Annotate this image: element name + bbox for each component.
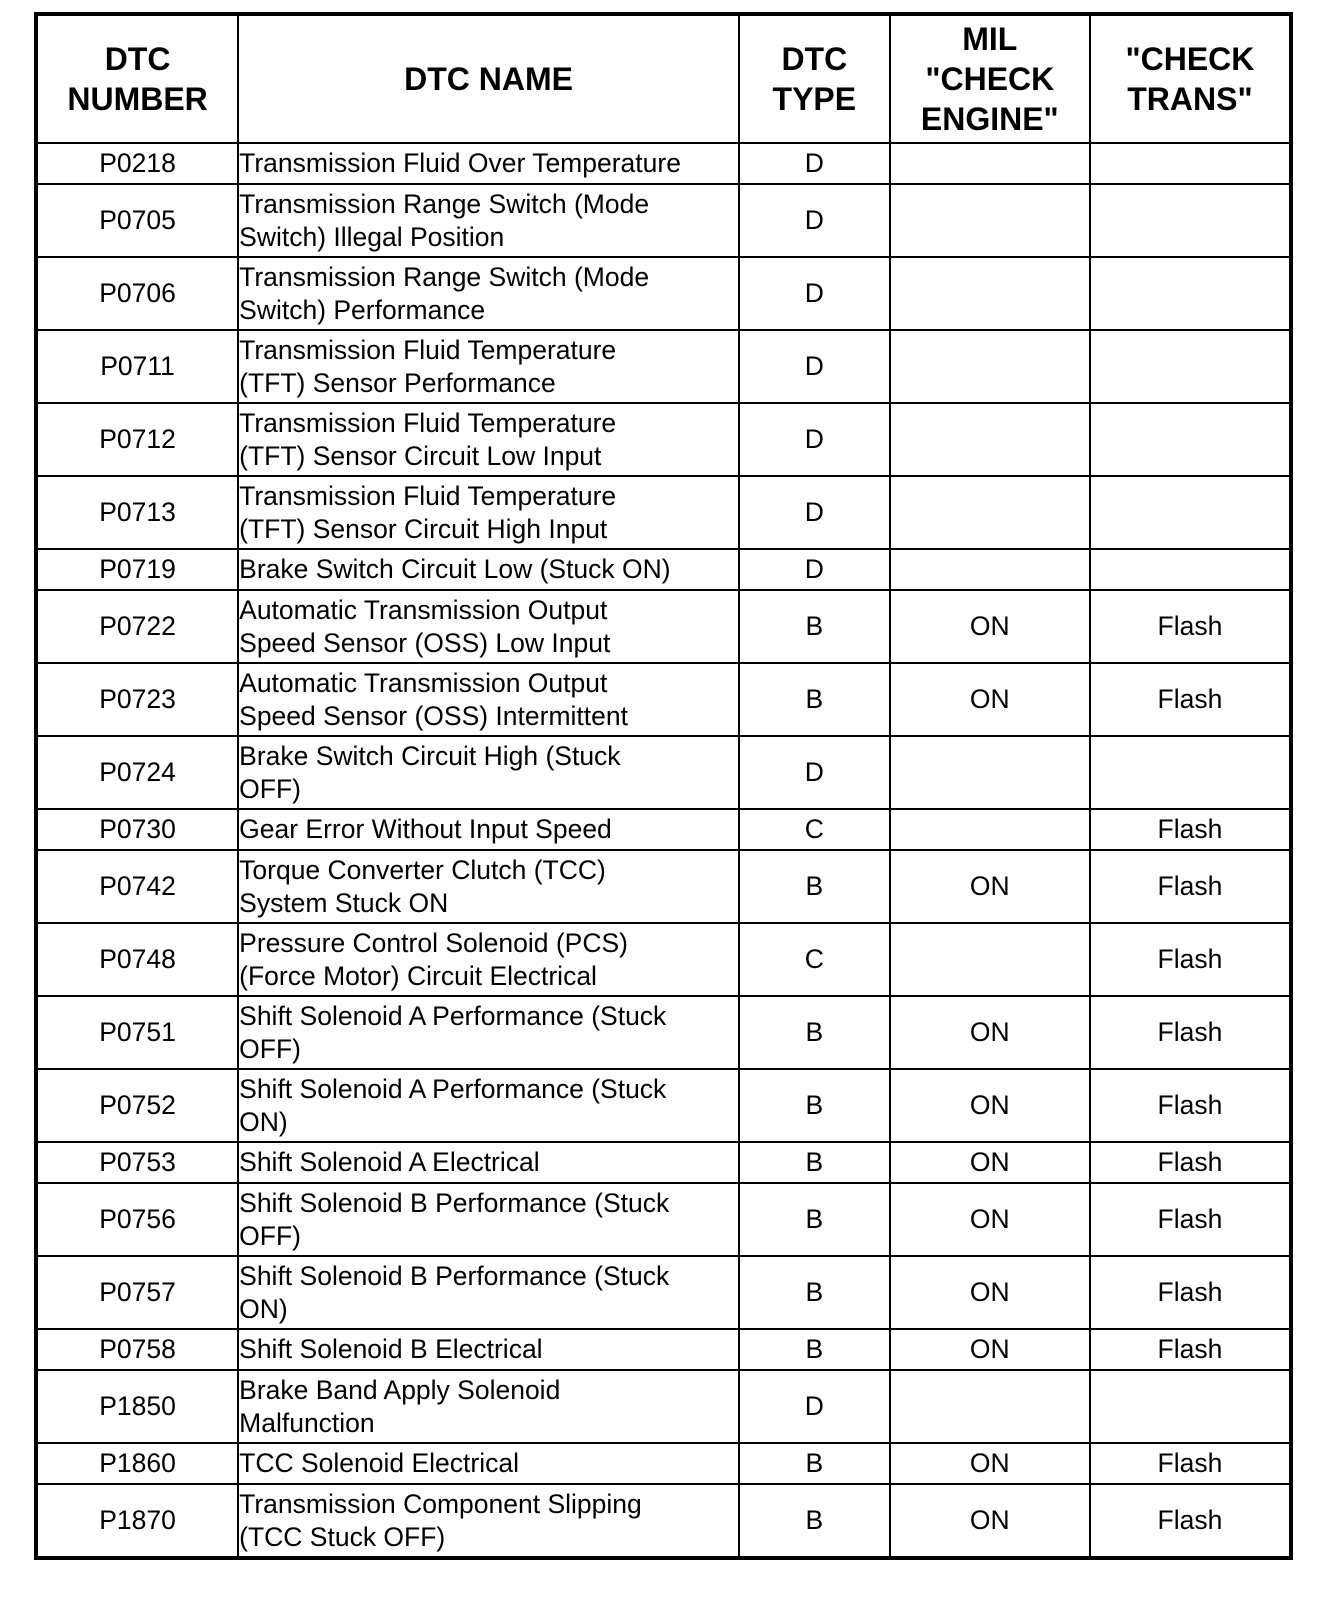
- dtc-number-cell: P0757: [36, 1256, 238, 1329]
- dtc-number-cell: P0723: [36, 663, 238, 736]
- mil-check-engine-cell: ON: [890, 1183, 1090, 1256]
- check-trans-cell: Flash: [1090, 850, 1291, 923]
- check-trans-cell: [1090, 330, 1291, 403]
- dtc-number-cell: P0752: [36, 1069, 238, 1142]
- dtc-number-cell: P0706: [36, 257, 238, 330]
- check-trans-cell: Flash: [1090, 1069, 1291, 1142]
- dtc-name-line: Brake Switch Circuit Low (Stuck ON): [239, 554, 671, 584]
- dtc-name-cell: [238, 996, 739, 1069]
- dtc-name-line: Shift Solenoid B Performance (Stuck: [239, 1260, 670, 1291]
- dtc-type-cell: B: [739, 663, 890, 736]
- dtc-type-cell: C: [739, 923, 890, 996]
- dtc-type-cell: D: [739, 403, 890, 476]
- mil-check-engine-cell: [890, 257, 1090, 330]
- dtc-name-line: OFF): [239, 1033, 301, 1064]
- check-trans-cell: [1090, 476, 1291, 549]
- check-trans-cell: [1090, 184, 1291, 257]
- mil-check-engine-cell: ON: [890, 1484, 1090, 1558]
- table-row: [36, 1069, 1291, 1142]
- table-row: [36, 923, 1291, 996]
- check-trans-cell: Flash: [1090, 1183, 1291, 1256]
- dtc-name-line: ON): [239, 1106, 288, 1137]
- mil-check-engine-cell: [890, 403, 1090, 476]
- dtc-type-cell: D: [739, 330, 890, 403]
- dtc-type-cell: D: [739, 549, 890, 590]
- dtc-number-cell: P0713: [36, 476, 238, 549]
- dtc-type-cell: B: [739, 1329, 890, 1370]
- table-row: [36, 590, 1291, 663]
- dtc-number-cell: P0730: [36, 809, 238, 850]
- dtc-name-cell: [238, 403, 739, 476]
- dtc-name-line: Speed Sensor (OSS) Intermittent: [239, 700, 628, 731]
- dtc-name-line: (TCC Stuck OFF): [239, 1521, 446, 1552]
- dtc-name-cell: [238, 1142, 739, 1183]
- table-row: [36, 1484, 1291, 1558]
- table-row: [36, 330, 1291, 403]
- dtc-type-cell: D: [739, 1370, 890, 1443]
- dtc-number-cell: P0722: [36, 590, 238, 663]
- dtc-number-cell: P0705: [36, 184, 238, 257]
- table-body: [36, 143, 1291, 1558]
- table-row: [36, 1183, 1291, 1256]
- check-trans-cell: Flash: [1090, 809, 1291, 850]
- header-dtc-type: DTC TYPE: [739, 14, 890, 143]
- dtc-name-cell: [238, 1484, 739, 1558]
- dtc-table: [34, 12, 1293, 1560]
- header-dtc-number: DTC NUMBER: [36, 14, 238, 143]
- check-trans-cell: Flash: [1090, 1484, 1291, 1558]
- dtc-name-cell: [238, 663, 739, 736]
- check-trans-cell: [1090, 257, 1291, 330]
- dtc-name-line: (TFT) Sensor Circuit Low Input: [239, 440, 602, 471]
- mil-check-engine-cell: [890, 330, 1090, 403]
- header-row: [36, 14, 1291, 143]
- mil-check-engine-cell: [890, 923, 1090, 996]
- check-trans-cell: [1090, 736, 1291, 809]
- mil-check-engine-cell: ON: [890, 996, 1090, 1069]
- dtc-name-line: Transmission Range Switch (Mode: [239, 188, 650, 219]
- dtc-type-cell: B: [739, 996, 890, 1069]
- dtc-number-cell: P0724: [36, 736, 238, 809]
- dtc-name-line: Shift Solenoid A Performance (Stuck: [239, 1000, 667, 1031]
- header-check-trans: "CHECK TRANS": [1090, 14, 1291, 143]
- table-row: [36, 1370, 1291, 1443]
- check-trans-cell: [1090, 1370, 1291, 1443]
- dtc-name-line: Automatic Transmission Output: [239, 667, 608, 698]
- table-row: [36, 476, 1291, 549]
- table-row: [36, 549, 1291, 590]
- dtc-name-cell: [238, 549, 739, 590]
- mil-check-engine-cell: ON: [890, 1443, 1090, 1484]
- dtc-name-line: Transmission Fluid Temperature: [239, 480, 617, 511]
- mil-check-engine-cell: ON: [890, 1256, 1090, 1329]
- dtc-name-cell: [238, 476, 739, 549]
- mil-check-engine-cell: [890, 549, 1090, 590]
- table-row: [36, 996, 1291, 1069]
- dtc-type-cell: C: [739, 809, 890, 850]
- dtc-name-line: Brake Switch Circuit High (Stuck: [239, 740, 621, 771]
- mil-check-engine-cell: ON: [890, 850, 1090, 923]
- mil-check-engine-cell: ON: [890, 663, 1090, 736]
- header-dtc-name: DTC NAME: [238, 14, 739, 143]
- check-trans-cell: Flash: [1090, 1256, 1291, 1329]
- dtc-name-line: Transmission Component Slipping: [239, 1488, 642, 1519]
- dtc-name-cell: [238, 184, 739, 257]
- dtc-number-cell: P0753: [36, 1142, 238, 1183]
- check-trans-cell: [1090, 143, 1291, 184]
- check-trans-cell: [1090, 549, 1291, 590]
- dtc-name-cell: [238, 1256, 739, 1329]
- table-row: [36, 1443, 1291, 1484]
- dtc-number-cell: P0712: [36, 403, 238, 476]
- check-trans-cell: Flash: [1090, 996, 1291, 1069]
- dtc-name-line: Speed Sensor (OSS) Low Input: [239, 627, 611, 658]
- dtc-name-cell: [238, 143, 739, 184]
- dtc-name-line: Transmission Fluid Temperature: [239, 407, 617, 438]
- table-row: [36, 1329, 1291, 1370]
- mil-check-engine-cell: ON: [890, 1069, 1090, 1142]
- table-row: [36, 1256, 1291, 1329]
- mil-check-engine-cell: [890, 1370, 1090, 1443]
- mil-check-engine-cell: [890, 736, 1090, 809]
- table-row: [36, 809, 1291, 850]
- table-row: [36, 257, 1291, 330]
- dtc-type-cell: D: [739, 736, 890, 809]
- dtc-number-cell: P0748: [36, 923, 238, 996]
- dtc-name-line: TCC Solenoid Electrical: [239, 1448, 519, 1478]
- table-row: [36, 1142, 1291, 1183]
- dtc-name-cell: [238, 1329, 739, 1370]
- check-trans-cell: Flash: [1090, 590, 1291, 663]
- dtc-name-line: Shift Solenoid A Electrical: [239, 1147, 540, 1177]
- dtc-name-line: Gear Error Without Input Speed: [239, 814, 612, 844]
- mil-check-engine-cell: ON: [890, 1142, 1090, 1183]
- dtc-name-line: Transmission Fluid Temperature: [239, 334, 617, 365]
- check-trans-cell: Flash: [1090, 1443, 1291, 1484]
- dtc-name-cell: [238, 1370, 739, 1443]
- dtc-name-line: Transmission Range Switch (Mode: [239, 261, 650, 292]
- check-trans-cell: Flash: [1090, 923, 1291, 996]
- dtc-number-cell: P0742: [36, 850, 238, 923]
- dtc-name-line: Automatic Transmission Output: [239, 594, 608, 625]
- check-trans-cell: [1090, 403, 1291, 476]
- dtc-name-cell: [238, 736, 739, 809]
- mil-check-engine-cell: [890, 476, 1090, 549]
- check-trans-cell: Flash: [1090, 663, 1291, 736]
- dtc-name-cell: [238, 330, 739, 403]
- dtc-name-line: OFF): [239, 1220, 301, 1251]
- dtc-type-cell: B: [739, 1256, 890, 1329]
- dtc-name-line: Switch) Illegal Position: [239, 221, 505, 252]
- dtc-type-cell: B: [739, 1142, 890, 1183]
- dtc-number-cell: P0711: [36, 330, 238, 403]
- check-trans-cell: Flash: [1090, 1142, 1291, 1183]
- mil-check-engine-cell: [890, 809, 1090, 850]
- dtc-name-cell: [238, 590, 739, 663]
- dtc-name-line: Pressure Control Solenoid (PCS): [239, 927, 628, 958]
- dtc-name-line: OFF): [239, 773, 301, 804]
- table-row: [36, 663, 1291, 736]
- mil-check-engine-cell: ON: [890, 1329, 1090, 1370]
- dtc-name-line: (Force Motor) Circuit Electrical: [239, 960, 597, 991]
- header-mil-check-engine: MIL "CHECK ENGINE": [890, 14, 1090, 143]
- dtc-name-line: (TFT) Sensor Circuit High Input: [239, 513, 608, 544]
- dtc-type-cell: B: [739, 590, 890, 663]
- dtc-number-cell: P0218: [36, 143, 238, 184]
- dtc-number-cell: P0751: [36, 996, 238, 1069]
- dtc-name-line: Shift Solenoid B Performance (Stuck: [239, 1187, 670, 1218]
- dtc-name-cell: [238, 1069, 739, 1142]
- mil-check-engine-cell: [890, 143, 1090, 184]
- table-row: [36, 143, 1291, 184]
- dtc-type-cell: B: [739, 1069, 890, 1142]
- dtc-type-cell: B: [739, 1183, 890, 1256]
- dtc-number-cell: P0758: [36, 1329, 238, 1370]
- dtc-name-cell: [238, 257, 739, 330]
- dtc-type-cell: D: [739, 257, 890, 330]
- mil-check-engine-cell: [890, 184, 1090, 257]
- dtc-type-cell: B: [739, 850, 890, 923]
- dtc-number-cell: P0719: [36, 549, 238, 590]
- dtc-name-cell: [238, 809, 739, 850]
- table-row: [36, 403, 1291, 476]
- dtc-name-line: System Stuck ON: [239, 887, 449, 918]
- table-row: [36, 850, 1291, 923]
- dtc-name-line: Shift Solenoid B Electrical: [239, 1334, 543, 1364]
- dtc-number-cell: P1870: [36, 1484, 238, 1558]
- mil-check-engine-cell: ON: [890, 590, 1090, 663]
- dtc-number-cell: P1850: [36, 1370, 238, 1443]
- dtc-type-cell: D: [739, 476, 890, 549]
- dtc-name-line: (TFT) Sensor Performance: [239, 367, 556, 398]
- dtc-name-line: Switch) Performance: [239, 294, 486, 325]
- dtc-type-cell: D: [739, 184, 890, 257]
- dtc-name-line: ON): [239, 1293, 288, 1324]
- dtc-name-cell: [238, 850, 739, 923]
- dtc-name-line: Malfunction: [239, 1407, 375, 1438]
- table-row: [36, 736, 1291, 809]
- dtc-type-cell: B: [739, 1443, 890, 1484]
- dtc-name-cell: [238, 1183, 739, 1256]
- dtc-name-line: Shift Solenoid A Performance (Stuck: [239, 1073, 667, 1104]
- dtc-name-cell: [238, 1443, 739, 1484]
- dtc-number-cell: P1860: [36, 1443, 238, 1484]
- dtc-name-line: Transmission Fluid Over Temperature: [239, 148, 681, 178]
- dtc-type-cell: D: [739, 143, 890, 184]
- table-row: [36, 184, 1291, 257]
- dtc-name-line: Torque Converter Clutch (TCC): [239, 854, 606, 885]
- dtc-name-cell: [238, 923, 739, 996]
- dtc-number-cell: P0756: [36, 1183, 238, 1256]
- check-trans-cell: Flash: [1090, 1329, 1291, 1370]
- dtc-type-cell: B: [739, 1484, 890, 1558]
- dtc-name-line: Brake Band Apply Solenoid: [239, 1374, 561, 1405]
